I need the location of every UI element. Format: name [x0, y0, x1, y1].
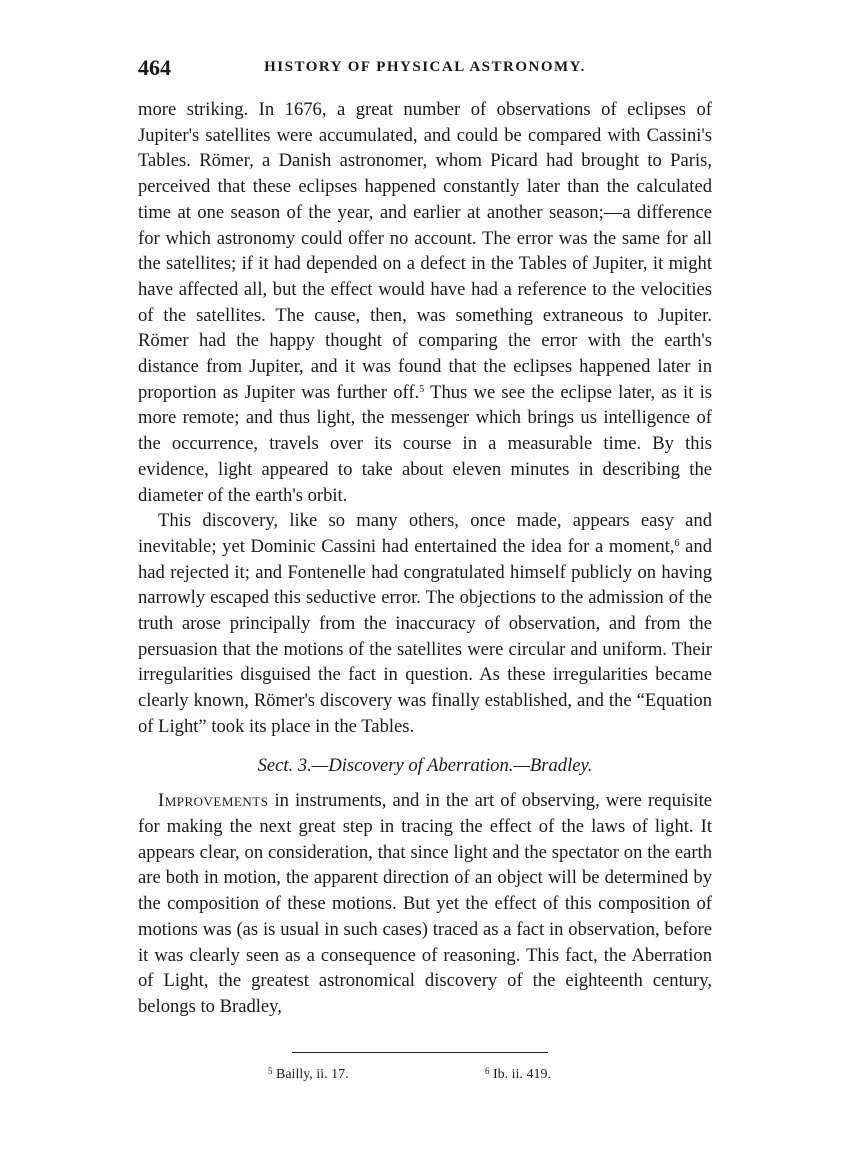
running-title: HISTORY OF PHYSICAL ASTRONOMY. [264, 59, 586, 75]
lead-word: Improvements [158, 790, 269, 812]
paragraph-text: more striking. In 1676, a great number of observations of eclipses of Jupiter's satellites were accumulated, and could be compared with Cassini's Tables. Römer, a Danish astronomer, whom Picard had brought to Paris, perceived that these eclipses happened constantly later than the calculated time at one season of the year, and earlier at another season;—a difference for which astronomy could offer no account. The error was the same for all the satellites; if it had depended on a defect in the Tables of Jupiter, it might have affected all, but the effect would have had a reference to the velocities of the satellites. The cause, then, was something extraneous to Jupiter. Römer had the happy thought of comparing the error with the earth's distance from Jupiter, and it was found that the eclipses happened later in proportion as Jupiter was further off. [138, 99, 712, 403]
footnote-reference-5: 5 [419, 383, 425, 395]
paragraph-aberration [138, 788, 712, 1019]
paragraph-text: This discovery, like so many others, once made, appears easy and inevitable; yet Dominic Cassini had entertained the idea for a moment, [138, 510, 712, 557]
footnote-6 [485, 1067, 551, 1083]
footnote-reference-6: 6 [674, 537, 680, 549]
page-number: 464 [138, 55, 171, 80]
paragraph-discovery-accepted [138, 508, 712, 739]
paragraph-text: and had rejected it; and Fontenelle had congratulated himself publicly on having narrowly escaped this seductive error. The objections to the admission of the truth arose principally from the inaccuracy of observation, and from the persuasion that the motions of the satellites were circular and uniform. Their irregularities disguised the fact in question. As these irregularities became clearly known, Römer's discovery was finally established, and the “Equation of Light” took its place in the Tables. [138, 535, 712, 737]
paragraph-romer-eclipses [138, 97, 712, 508]
footnote-text: Ib. ii. 419. [489, 1067, 551, 1082]
paragraph-text: Thus we see the eclipse later, as it is more remote; and thus light, the messenger which brings us intelligence of the occurrence, travels over its course in a measurable time. By this evidence, light appeared to take about eleven minutes in describing the diameter of the earth's orbit. [138, 381, 712, 506]
footnote-mark: 6 [485, 1066, 490, 1076]
body-text [138, 97, 712, 1020]
footnote-divider [292, 1052, 548, 1053]
paragraph-text: in instruments, and in the art of observing, were requisite for making the next great step in tracing the effect of the laws of light. It appears clear, on consideration, that since light and the spectator on the earth are both in motion, the apparent direction of an object will be determined by the composition of these motions. But yet the effect of this composition of motions was (as is usual in such cases) traced as a fact in observation, before it was clearly seen as a consequence of reasoning. This fact, the Aberration of Light, the greatest astronomical discovery of the eighteenth century, belongs to Bradley, [138, 790, 712, 1017]
page-header [138, 55, 712, 85]
footnote-5 [268, 1067, 349, 1083]
footnote-text: Bailly, ii. 17. [272, 1067, 349, 1082]
footnote-mark: 5 [268, 1066, 273, 1076]
section-heading: Sect. 3.—Discovery of Aberration.—Bradley. [257, 754, 593, 776]
